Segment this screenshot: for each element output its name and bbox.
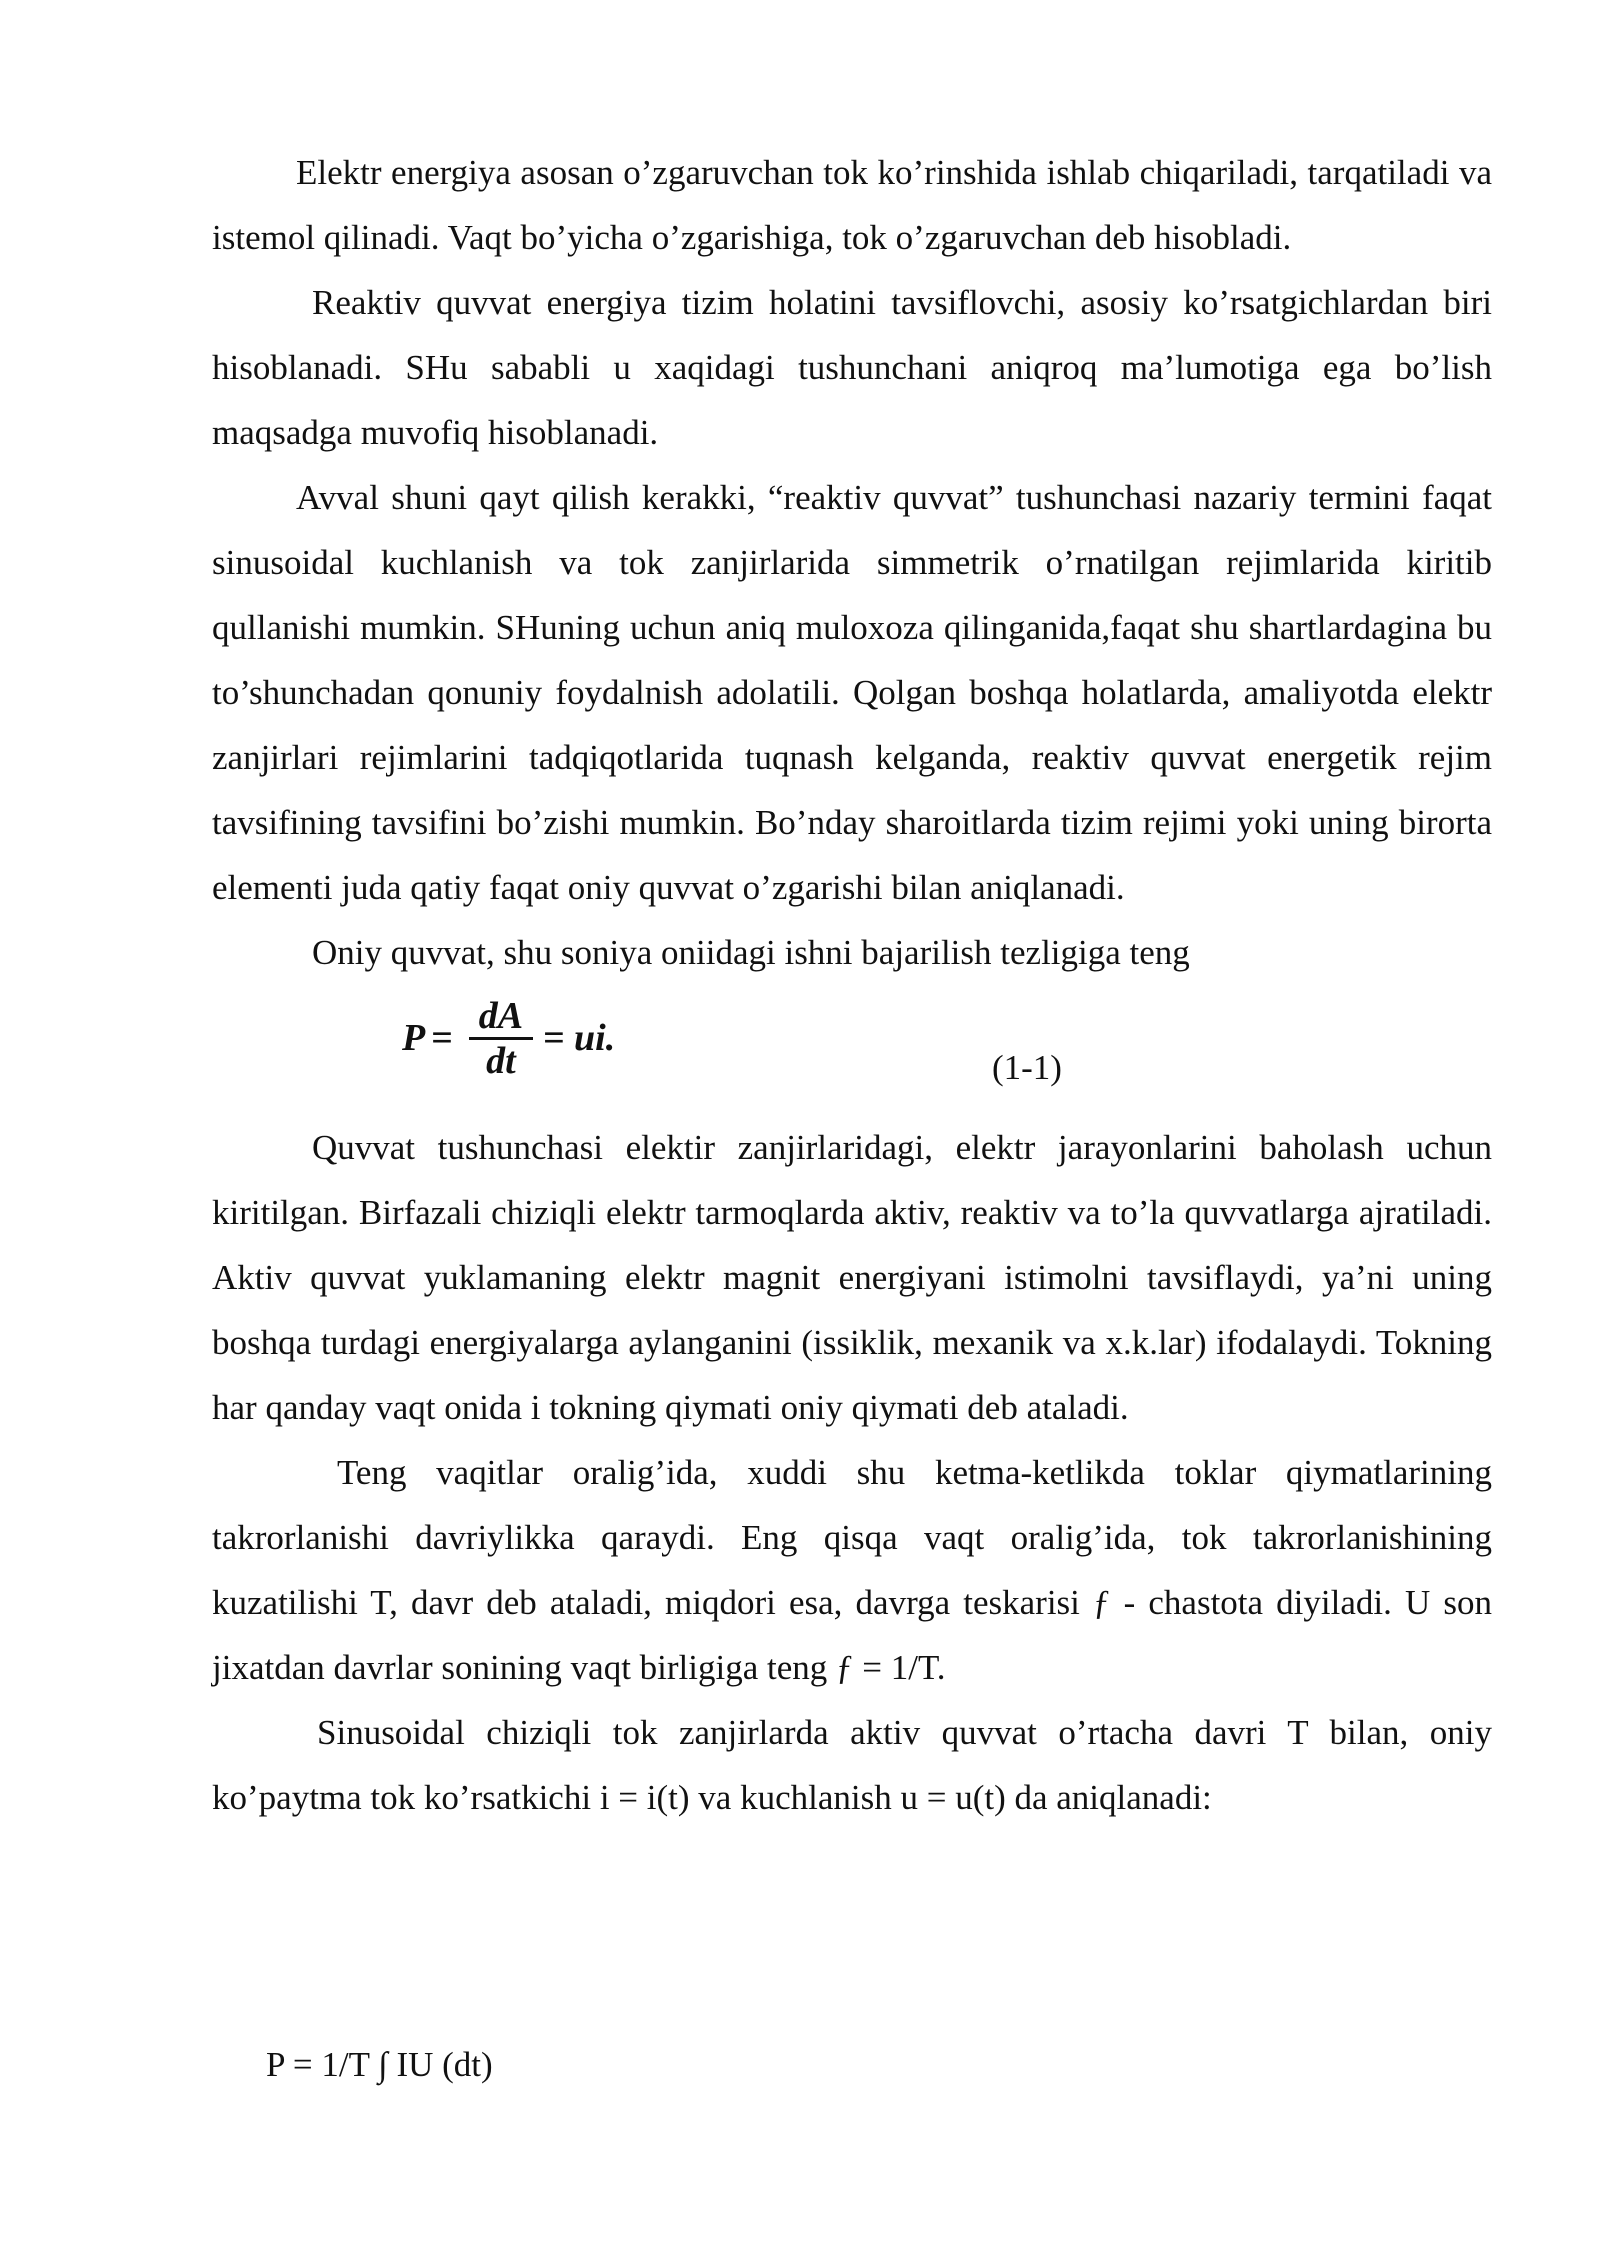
formula-denominator: dt <box>486 1040 516 1082</box>
paragraph-5: Quvvat tushunchasi elektir zanjirlaridagi, elektr jarayonlarini baholash uchun kiritilgan. Birfazali chiziqli elektr tarmoqlarda aktiv, reaktiv va to’la quvvatlarga ajratiladi. Aktiv quvvat yuklamaning elektr magnit energiyani istimolni tavsiflaydi, ya’ni uning boshqa turdagi energiyalarga aylanganini (issiklik, mexanik va x.k.lar) ifodalaydi. Tokning har qanday vaqt onida i tokning qiymati oniy qiymati deb ataladi. <box>212 1128 1492 1427</box>
equation-number: (1-1) <box>992 1048 1062 1087</box>
paragraph-6: Teng vaqitlar oralig’ida, xuddi shu ketma-ketlikda toklar qiymatlarining takrorlanishi davriylikka qaraydi. Eng qisqa vaqt oralig’ida, tok takrorlanishining kuzatilishi T, davr deb ataladi, miqdori esa, davrga teskarisi ƒ - chastota diyiladi. U son jixatdan davrlar sonining vaqt birligiga teng ƒ = 1/T. <box>212 1453 1492 1687</box>
average-power-formula: P = 1/T ∫ IU (dt) <box>266 2045 493 2084</box>
formula-rhs: = ui. <box>542 1017 616 1059</box>
paragraph-1: Elektr energiya asosan o’zgaruvchan tok ko’rinshida ishlab chiqariladi, tarqatiladi va istemol qilinadi. Vaqt bo’yicha o’zgarishiga, tok o’zgaruvchan deb hisobladi. <box>212 153 1492 257</box>
paragraph-4: Oniy quvvat, shu soniya oniidagi ishni bajarilish tezligiga teng <box>312 933 1190 972</box>
document-body <box>212 140 1492 1830</box>
paragraph-3: Avval shuni qayt qilish kerakki, “reaktiv quvvat” tushunchasi nazariy termini faqat sinusoidal kuchlanish va tok zanjirlarida simmetrik o’rnatilgan rejimlarida kiritib qullanishi mumkin. SHuning uchun aniq muloxoza qilinganida,faqat shu shartlardagina bu to’shunchadan qonuniy foydalnish adolatili. Qolgan boshqa holatlarda, amaliyotda elektr zanjirlari rejimlarini tadqiqotlarida tuqnash kelganda, reaktiv quvvat energetik rejim tavsifining tavsifini bo’zishi mumkin. Bo’nday sharoitlarda tizim rejimi yoki uning birorta elementi juda qatiy faqat oniy quvvat o’zgarishi bilan aniqlanadi. <box>212 478 1492 907</box>
paragraph-7: Sinusoidal chiziqli tok zanjirlarda aktiv quvvat o’rtacha davri T bilan, oniy ko’paytma tok ko’rsatkichi i = i(t) va kuchlanish u = u(t) da aniqlanadi: <box>212 1713 1492 1817</box>
formula-1-1 <box>212 985 1492 1115</box>
instant-power-formula <box>402 995 615 1082</box>
paragraph-2: Reaktiv quvvat energiya tizim holatini tavsiflovchi, asosiy ko’rsatgichlardan biri hisoblanadi. SHu sababli u xaqidagi tushunchani aniqroq ma’lumotiga ega bo’lish maqsadga muvofiq hisoblanadi. <box>212 283 1492 452</box>
formula-equals: = <box>431 1017 453 1059</box>
formula-fraction <box>469 995 533 1082</box>
formula-lhs: P <box>402 1017 426 1059</box>
formula-numerator: dA <box>478 995 524 1037</box>
